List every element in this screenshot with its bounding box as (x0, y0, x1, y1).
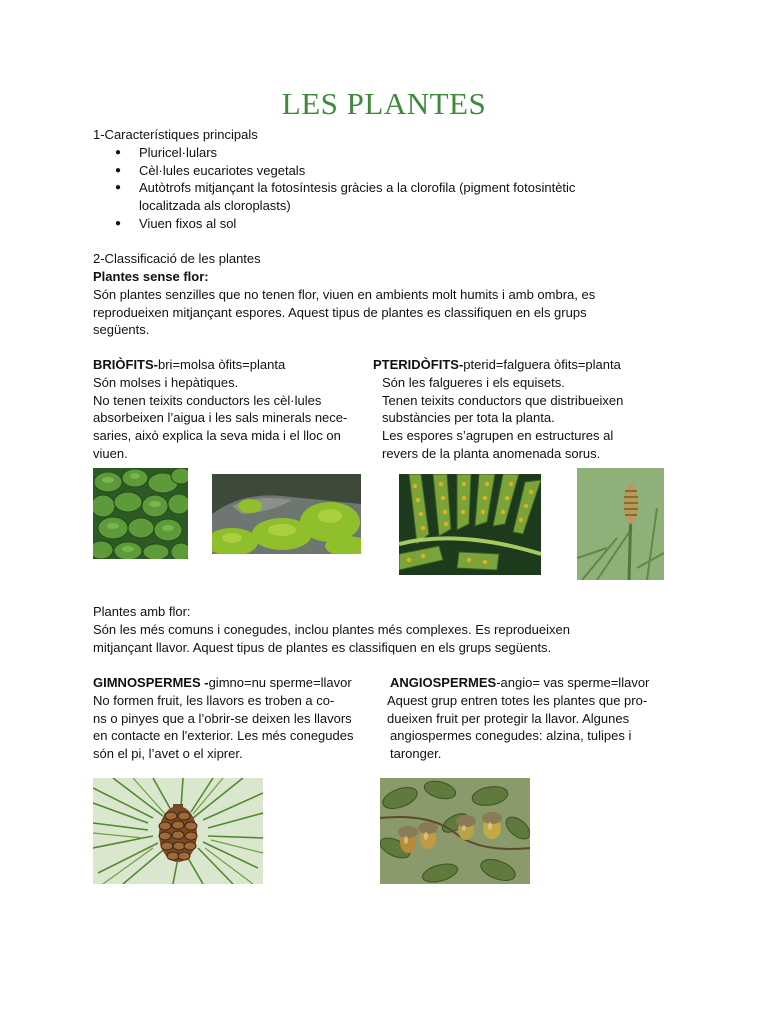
gimnospermes-title: GIMNOSPERMES -gimno=nu sperme=llavor (93, 675, 352, 690)
bullet-item: ● Autòtrofs mitjançant la fotosíntesis gràcies a la clorofila (pigment fotosintètic localitzada als cloroplasts) (93, 179, 693, 214)
bullet-item: ● Pluricel·lulars (93, 144, 693, 162)
section2-heading: 2-Classificació de les plantes (93, 251, 261, 266)
briofits-title: BRIÒFITS-bri=molsa òfits=planta (93, 357, 286, 372)
amb-flor-heading: Plantes amb flor: (93, 604, 191, 619)
sense-flor-heading: Plantes sense flor: (93, 269, 209, 284)
moss-rock-photo (212, 474, 361, 554)
sense-flor-paragraph: Són plantes senzilles que no tenen flor, viuen en ambients molt humits i amb ombra, es reprodueixen mitjançant espores. Aquest tipus de plantes es classifiquen en els grups següents. (93, 287, 596, 338)
angiospermes-title: ANGIOSPERMES-angio= vas sperme=llavor (390, 675, 650, 690)
liverwort-photo (93, 468, 188, 559)
fern-sori-photo (399, 474, 541, 575)
section1-heading: 1-Característiques principals (93, 127, 258, 142)
amb-flor-paragraph: Són les més comuns i conegudes, inclou plantes més complexes. Es reprodueixen mitjançant llavor. Aquest tipus de plantes es classifiquen en els grups següents. (93, 622, 570, 655)
page-title: LES PLANTES (281, 86, 487, 121)
pine-cone-photo (93, 778, 263, 884)
angiospermes-text: Aquest grup entren totes les plantes que pro- dueixen fruit per protegir la llavor. Algunes angiospermes conegudes: alzina, tulipes i taronger. (387, 693, 648, 762)
briofits-text: Són molses i hepàtiques. No tenen teixits conductors les cèl·lules absorbeixen l’aigua i les sals minerals nece- saries, això explica la seva mida i el lloc on viuen. (93, 375, 348, 461)
acorns-photo (380, 778, 530, 884)
pteridofits-title: PTERIDÒFITS-pterid=falguera òfits=planta (373, 357, 621, 372)
bullet-item: ● Cèl·lules eucariotes vegetals (93, 162, 693, 180)
characteristics-list (93, 144, 693, 233)
pteridofits-text: Són les falgueres i els equisets. Tenen teixits conductors que distribueixen substàncies per tota la planta. Les espores s’agrupen en estructures al revers de la planta anomenada sorus. (382, 375, 624, 461)
gimnospermes-text: No formen fruit, les llavors es troben a co- ns o pinyes que a l’obrir-se deixen les llavors en contacte en l'exterior. Les més conegudes són el pi, l’avet o el xiprer. (93, 693, 354, 762)
bullet-item: ● Viuen fixos al sol (93, 215, 693, 233)
horsetail-photo (577, 468, 664, 580)
